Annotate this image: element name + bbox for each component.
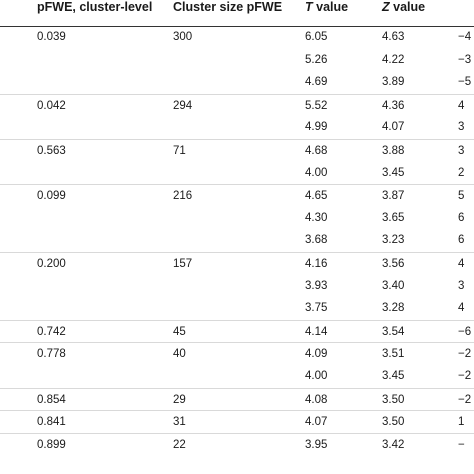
cell-t-value: 4.99 bbox=[305, 121, 328, 134]
table-row bbox=[0, 320, 474, 343]
table-row bbox=[0, 116, 474, 138]
cell-truncated-coordinate: 4 bbox=[458, 302, 465, 315]
header-t-word: value bbox=[316, 0, 349, 14]
cell-cluster-size: 294 bbox=[173, 99, 193, 112]
header-cluster-size: Cluster size pFWE bbox=[173, 0, 283, 14]
cell-truncated-coordinate: 3 bbox=[458, 279, 465, 292]
cell-cluster-size: 22 bbox=[173, 438, 186, 451]
table-row bbox=[0, 49, 474, 71]
table-row bbox=[0, 433, 474, 456]
cell-z-value: 3.28 bbox=[382, 302, 405, 315]
cell-t-value: 3.93 bbox=[305, 279, 328, 292]
cell-pfwe-cluster-level: 0.563 bbox=[37, 145, 66, 157]
cell-z-value: 3.65 bbox=[382, 211, 405, 224]
table-row bbox=[0, 139, 474, 162]
cell-cluster-size: 29 bbox=[173, 393, 186, 406]
table-row bbox=[0, 207, 474, 229]
cell-truncated-coordinate: 3 bbox=[458, 145, 465, 157]
table-row bbox=[0, 275, 474, 297]
cell-t-value: 4.16 bbox=[305, 258, 328, 270]
cell-cluster-size: 157 bbox=[173, 258, 193, 270]
cell-z-value: 3.87 bbox=[382, 190, 405, 203]
cell-pfwe-cluster-level: 0.778 bbox=[37, 348, 66, 361]
cell-truncated-coordinate: −6 bbox=[458, 325, 472, 338]
cell-t-value: 4.09 bbox=[305, 348, 328, 361]
cell-truncated-coordinate: 4 bbox=[458, 258, 465, 270]
cell-z-value: 4.22 bbox=[382, 53, 405, 66]
cell-pfwe-cluster-level: 0.042 bbox=[37, 99, 66, 112]
cell-cluster-size: 71 bbox=[173, 145, 186, 157]
table-row bbox=[0, 229, 474, 251]
table-header bbox=[0, 0, 474, 27]
table-row bbox=[0, 297, 474, 319]
cell-cluster-size: 216 bbox=[173, 190, 193, 203]
cell-truncated-coordinate: −2 bbox=[458, 370, 472, 382]
cell-pfwe-cluster-level: 0.899 bbox=[37, 438, 66, 451]
cell-z-value: 3.42 bbox=[382, 438, 405, 451]
cell-z-value: 3.88 bbox=[382, 145, 405, 157]
cell-z-value: 3.54 bbox=[382, 325, 405, 338]
cell-z-value: 4.36 bbox=[382, 99, 405, 112]
cell-t-value: 4.30 bbox=[305, 211, 328, 224]
cell-z-value: 3.45 bbox=[382, 166, 405, 179]
cell-t-value: 4.00 bbox=[305, 166, 328, 179]
cell-z-value: 3.50 bbox=[382, 393, 405, 406]
table-row bbox=[0, 162, 474, 184]
cell-cluster-size: 300 bbox=[173, 31, 193, 43]
cell-truncated-coordinate: − bbox=[458, 438, 465, 451]
table-row bbox=[0, 365, 474, 387]
cell-truncated-coordinate: −2 bbox=[458, 393, 472, 406]
cell-t-value: 4.08 bbox=[305, 393, 328, 406]
cell-z-value: 3.23 bbox=[382, 234, 405, 247]
cell-truncated-coordinate: −5 bbox=[458, 76, 472, 89]
header-z-letter: Z bbox=[382, 0, 390, 14]
cell-truncated-coordinate: −4 bbox=[458, 31, 472, 43]
cell-t-value: 6.05 bbox=[305, 31, 328, 43]
cell-pfwe-cluster-level: 0.854 bbox=[37, 393, 66, 406]
cell-cluster-size: 40 bbox=[173, 348, 186, 361]
cell-t-value: 4.07 bbox=[305, 416, 328, 429]
cell-z-value: 3.56 bbox=[382, 258, 405, 270]
cell-z-value: 3.45 bbox=[382, 370, 405, 382]
table-row bbox=[0, 252, 474, 275]
cell-t-value: 4.65 bbox=[305, 190, 328, 203]
header-t-value bbox=[305, 0, 348, 14]
cell-pfwe-cluster-level: 0.841 bbox=[37, 416, 66, 429]
table-row bbox=[0, 94, 474, 117]
cell-truncated-coordinate: 6 bbox=[458, 234, 465, 247]
table-row bbox=[0, 184, 474, 207]
cell-t-value: 5.26 bbox=[305, 53, 328, 66]
header-t-letter: T bbox=[305, 0, 313, 14]
cell-z-value: 3.40 bbox=[382, 279, 405, 292]
cell-truncated-coordinate: 6 bbox=[458, 211, 465, 224]
cell-z-value: 3.51 bbox=[382, 348, 405, 361]
table-row bbox=[0, 71, 474, 93]
cell-t-value: 4.68 bbox=[305, 145, 328, 157]
header-pfwe-cluster-level: pFWE, cluster-level bbox=[37, 0, 153, 14]
cell-truncated-coordinate: 4 bbox=[458, 99, 465, 112]
table-row bbox=[0, 388, 474, 411]
cell-cluster-size: 31 bbox=[173, 416, 186, 429]
table-row bbox=[0, 26, 474, 48]
cell-t-value: 3.95 bbox=[305, 438, 328, 451]
cell-t-value: 3.68 bbox=[305, 234, 328, 247]
table-row bbox=[0, 410, 474, 433]
cell-cluster-size: 45 bbox=[173, 325, 186, 338]
cell-truncated-coordinate: 2 bbox=[458, 166, 465, 179]
cell-pfwe-cluster-level: 0.099 bbox=[37, 190, 66, 203]
table-row bbox=[0, 342, 474, 365]
cell-t-value: 3.75 bbox=[305, 302, 328, 315]
cell-z-value: 3.50 bbox=[382, 416, 405, 429]
cell-truncated-coordinate: −2 bbox=[458, 348, 472, 361]
cell-z-value: 4.63 bbox=[382, 31, 405, 43]
cell-t-value: 4.00 bbox=[305, 370, 328, 382]
cell-t-value: 4.14 bbox=[305, 325, 328, 338]
cell-pfwe-cluster-level: 0.039 bbox=[37, 31, 66, 43]
cell-truncated-coordinate: 3 bbox=[458, 121, 465, 134]
cell-pfwe-cluster-level: 0.200 bbox=[37, 258, 66, 270]
header-z-value bbox=[382, 0, 425, 14]
cell-truncated-coordinate: 5 bbox=[458, 190, 465, 203]
cell-t-value: 5.52 bbox=[305, 99, 328, 112]
cell-z-value: 4.07 bbox=[382, 121, 405, 134]
header-z-word: value bbox=[393, 0, 426, 14]
cell-z-value: 3.89 bbox=[382, 76, 405, 89]
cell-truncated-coordinate: −3 bbox=[458, 53, 472, 66]
cell-truncated-coordinate: 1 bbox=[458, 416, 465, 429]
cell-t-value: 4.69 bbox=[305, 76, 328, 89]
cell-pfwe-cluster-level: 0.742 bbox=[37, 325, 66, 338]
